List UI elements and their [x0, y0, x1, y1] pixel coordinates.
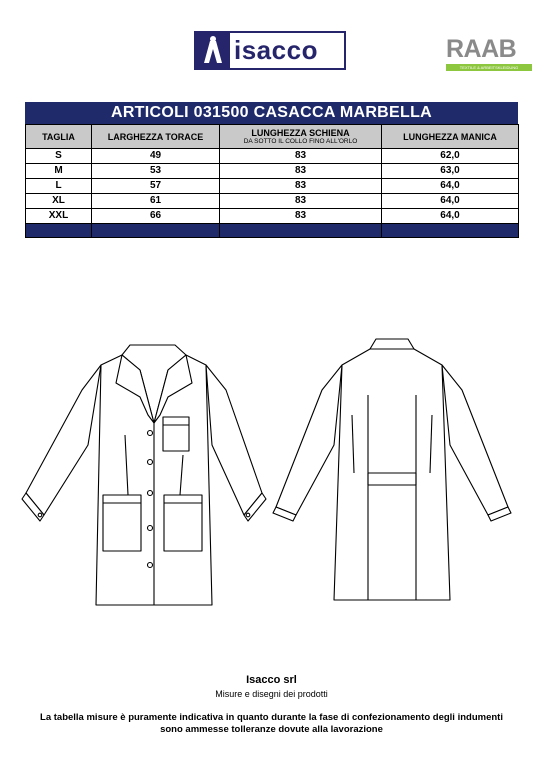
- header-schiena-sub: DA SOTTO IL COLLO FINO ALL'ORLO: [243, 137, 358, 145]
- cell-schiena: 83: [220, 179, 382, 194]
- cell-taglia: L: [26, 179, 92, 194]
- footer-cell: [26, 224, 92, 238]
- cell-schiena: 83: [220, 209, 382, 224]
- footer-cell: [382, 224, 519, 238]
- table-footer-bar: [26, 224, 519, 238]
- measurements-table: [25, 124, 519, 238]
- cell-taglia: XXL: [26, 209, 92, 224]
- raab-logo-text: RAAB: [446, 35, 517, 63]
- cell-taglia: M: [26, 164, 92, 179]
- isacco-logo-text: isacco: [234, 35, 318, 65]
- cell-taglia: S: [26, 149, 92, 164]
- table-title: ARTICOLI 031500 CASACCA MARBELLA: [25, 102, 518, 124]
- cell-manica: 64,0: [382, 179, 519, 194]
- subtitle: Misure e disegni dei prodotti: [215, 689, 328, 699]
- cell-manica: 62,0: [382, 149, 519, 164]
- disclaimer-line-1: La tabella misure è puramente indicativa in quanto durante la fase di confezionamento degli indumenti: [40, 712, 503, 723]
- garment-drawings: [0, 335, 543, 615]
- company-name: Isacco srl: [246, 674, 297, 686]
- size-table: [25, 102, 518, 238]
- cell-schiena: 83: [220, 149, 382, 164]
- header-schiena-label: LUNGHEZZA SCHIENA: [251, 127, 350, 138]
- cell-taglia: XL: [26, 194, 92, 209]
- isacco-figure-icon: [196, 33, 230, 68]
- disclaimer-line-2: sono ammesse tolleranze dovute alla lavorazione: [160, 724, 383, 735]
- cell-manica: 64,0: [382, 209, 519, 224]
- cell-manica: 63,0: [382, 164, 519, 179]
- cell-manica: 64,0: [382, 194, 519, 209]
- disclaimer: [20, 712, 523, 736]
- cell-torace: 49: [92, 149, 220, 164]
- table-row: [26, 149, 519, 164]
- table-row: [26, 179, 519, 194]
- header-manica: LUNGHEZZA MANICA: [382, 125, 519, 149]
- isacco-logo: [194, 31, 346, 70]
- cell-schiena: 83: [220, 194, 382, 209]
- cell-torace: 66: [92, 209, 220, 224]
- back-view-drawing: [273, 339, 511, 600]
- table-row: [26, 209, 519, 224]
- front-view-drawing: [22, 345, 266, 605]
- table-row: [26, 164, 519, 179]
- cell-torace: 61: [92, 194, 220, 209]
- footer-cell: [220, 224, 382, 238]
- raab-tagline: TEXTILE & ARBEITSKLEIDUNG: [446, 64, 532, 71]
- cell-torace: 53: [92, 164, 220, 179]
- header-taglia: TAGLIA: [26, 125, 92, 149]
- table-header-row: [26, 125, 519, 149]
- header-torace: LARGHEZZA TORACE: [92, 125, 220, 149]
- table-row: [26, 194, 519, 209]
- cell-torace: 57: [92, 179, 220, 194]
- raab-logo: [446, 37, 532, 73]
- header-schiena: [220, 125, 382, 149]
- cell-schiena: 83: [220, 164, 382, 179]
- footer-cell: [92, 224, 220, 238]
